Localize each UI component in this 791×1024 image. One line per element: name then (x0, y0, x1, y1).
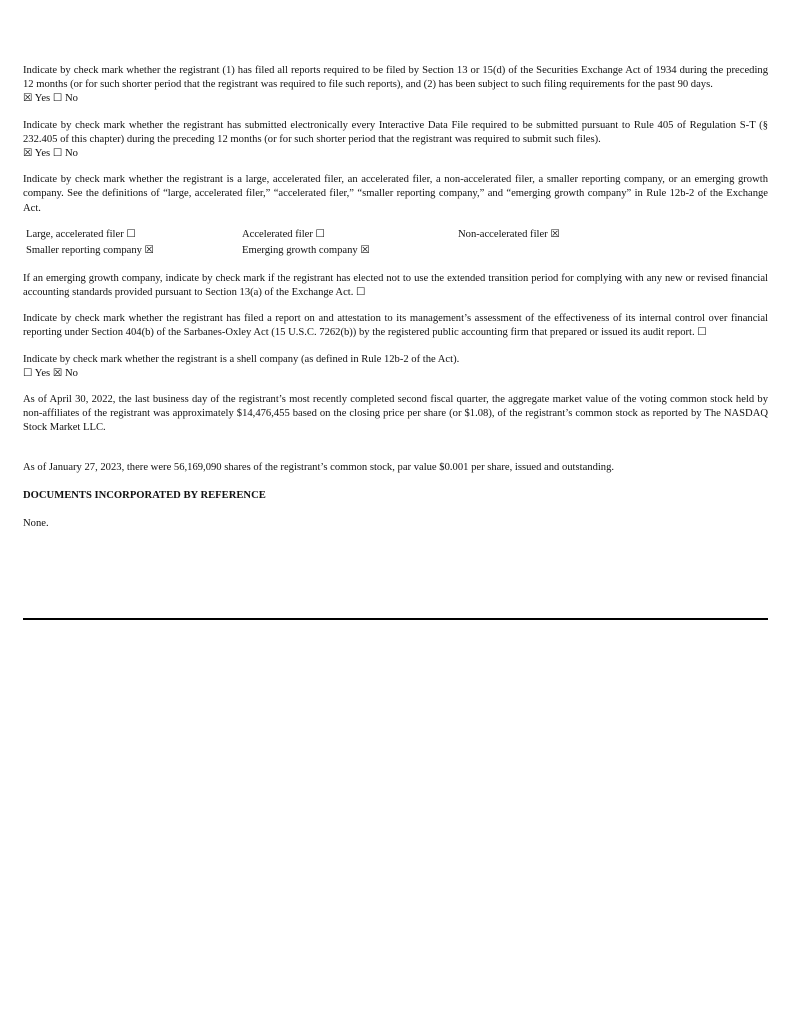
empty-cell (455, 244, 768, 260)
filer-status-table (23, 228, 768, 260)
interactive-data-answer: ☒ Yes ☐ No (23, 148, 78, 160)
large-accelerated-filer-cell: Large, accelerated filer ☐ (26, 228, 136, 240)
table-row (23, 244, 768, 260)
table-row (23, 228, 768, 244)
market-value-paragraph: As of April 30, 2022, the last business day of the registrant’s most recently completed second fiscal quarter, the aggregate market value of the voting common stock held by non-affiliates of the registrant was approximately $14,476,455 based on the closing price per share (or $1.08), of the registrant’s common stock as reported by The NASDAQ Stock Market LLC. (23, 394, 768, 434)
filing-requirement-answer: ☒ Yes ☐ No (23, 93, 78, 105)
interactive-data-paragraph: Indicate by check mark whether the registrant has submitted electronically every Interactive Data File required to be submitted pursuant to Rule 405 of Regulation S-T (§ 232.405 of this chapter) during the preceding 12 months (or for such shorter period that the registrant was required to submit such files). (23, 119, 768, 145)
filing-requirement-paragraph: Indicate by check mark whether the registrant (1) has filed all reports required to be filed by Section 13 or 15(d) of the Securities Exchange Act of 1934 during the preceding 12 months (or for such shorter period that the registrant was required to file such reports), and (2) has been subject to such filing requirements for the past 90 days. (23, 65, 768, 91)
documents-incorporated-value: None. (23, 518, 49, 530)
horizontal-divider (23, 618, 768, 620)
internal-control-paragraph: Indicate by check mark whether the registrant has filed a report on and attestation to its management’s assessment of the effectiveness of its internal control over financial reporting under Section 404(b) of the Sarbanes-Oxley Act (15 U.S.C. 7262(b)) by the registered public accounting firm that prepared or issued its audit report. ☐ (23, 313, 768, 339)
transition-period-paragraph: If an emerging growth company, indicate by check mark if the registrant has elected not to use the extended transition period for complying with any new or revised financial accounting standards provided pursuant to Section 13(a) of the Exchange Act. ☐ (23, 272, 768, 299)
non-accelerated-filer-cell: Non-accelerated filer ☒ (458, 228, 560, 240)
document-page (23, 64, 768, 531)
filer-status-paragraph: Indicate by check mark whether the registrant is a large, accelerated filer, an accelerated filer, a non-accelerated filer, a smaller reporting company, or an emerging growth company. See the definitions of “large, accelerated filer,” “accelerated filer,” “smaller reporting company,” and “emerging growth company” in Rule 12b-2 of the Exchange Act. (23, 174, 768, 214)
emerging-growth-company-cell: Emerging growth company ☒ (242, 244, 370, 256)
documents-incorporated-heading: DOCUMENTS INCORPORATED BY REFERENCE (23, 489, 266, 501)
shell-company-paragraph: Indicate by check mark whether the registrant is a shell company (as defined in Rule 12b-2 of the Act). (23, 353, 460, 365)
smaller-reporting-company-cell: Smaller reporting company ☒ (26, 244, 155, 256)
shell-company-answer: ☐ Yes ☒ No (23, 367, 78, 379)
shares-outstanding-paragraph: As of January 27, 2023, there were 56,169,090 shares of the registrant’s common stock, par value $0.001 per share, issued and outstanding. (23, 461, 615, 473)
accelerated-filer-cell: Accelerated filer ☐ (242, 228, 326, 240)
